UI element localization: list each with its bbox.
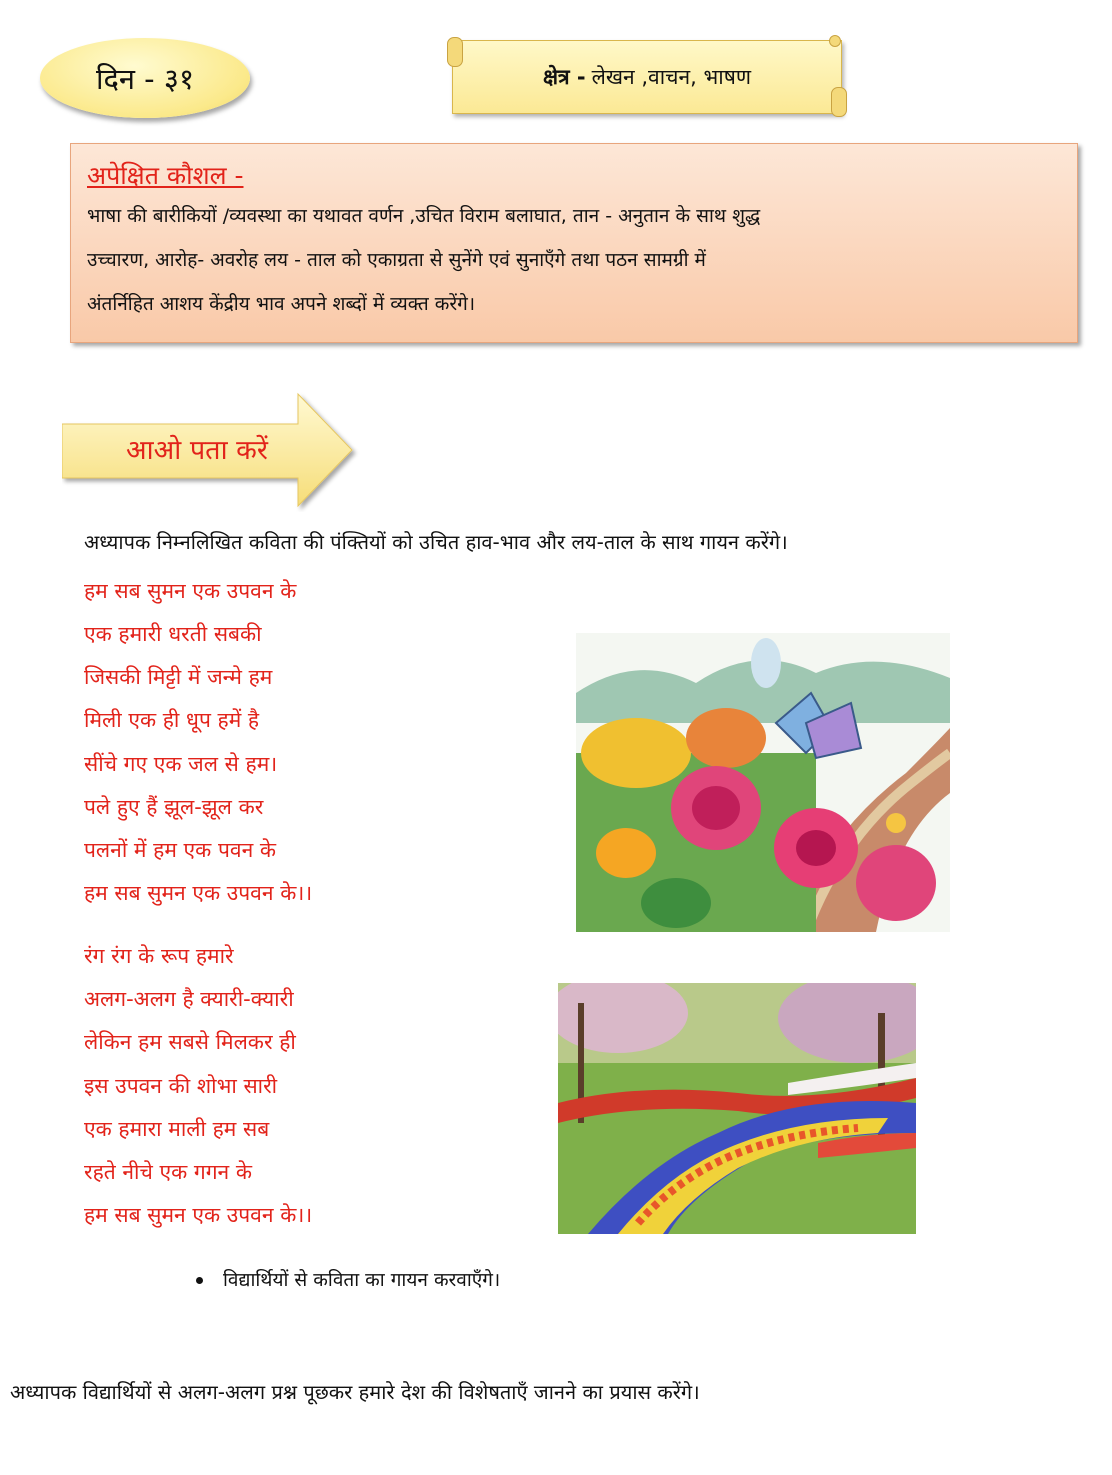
area-banner xyxy=(452,40,842,114)
poem-line: हम सब सुमन एक उपवन के xyxy=(84,579,297,603)
day-label: दिन - ३१ xyxy=(95,61,195,96)
poem-line: एक हमारा माली हम सब xyxy=(84,1117,270,1141)
skills-title: अपेक्षित कौशल - xyxy=(87,161,244,190)
poem-line: पलनों में हम एक पवन के xyxy=(84,838,277,862)
tulip-garden-photo xyxy=(558,983,916,1234)
poem-line: इस उपवन की शोभा सारी xyxy=(84,1074,278,1098)
expected-skills-box xyxy=(70,143,1078,343)
poem-line: सींचे गए एक जल से हम। xyxy=(84,752,278,776)
bullet-text: विद्यार्थियों से कविता का गायन करवाएँगे। xyxy=(223,1269,501,1291)
bullet-item xyxy=(196,1266,500,1292)
skills-text xyxy=(87,194,1063,326)
area-label: क्षेत्र - xyxy=(542,65,586,89)
poem-line: मिली एक ही धूप हमें है xyxy=(84,708,260,732)
poem-line: जिसकी मिट्टी में जन्मे हम xyxy=(84,665,273,689)
skills-line: भाषा की बारीकियों /व्यवस्था का यथावत वर्णन ,उचित विराम बलाघात, तान - अनुतान के साथ शुद्ध xyxy=(87,205,761,227)
day-badge xyxy=(40,38,250,118)
flower-garden-illustration xyxy=(576,633,950,932)
activity-arrow xyxy=(62,392,358,508)
skills-line: उच्चारण, आरोह- अवरोह लय - ताल को एकाग्रता से सुनेंगे एवं सुनाएँगे तथा पठन सामग्री में xyxy=(87,249,706,271)
area-value: लेखन ,वाचन, भाषण xyxy=(591,65,752,89)
scroll-curl-decoration xyxy=(831,87,847,117)
poem-line: एक हमारी धरती सबकी xyxy=(84,622,262,646)
skills-line: अंतर्निहित आशय केंद्रीय भाव अपने शब्दों में व्यक्त करेंगे। xyxy=(87,293,476,315)
poem-line: रहते नीचे एक गगन के xyxy=(84,1160,253,1184)
scroll-curl-decoration xyxy=(447,37,463,67)
teacher-instruction: अध्यापक निम्नलिखित कविता की पंक्तियों को उचित हाव-भाव और लय-ताल के साथ गायन करेंगे। xyxy=(84,530,788,554)
poem-line: रंग रंग के रूप हमारे xyxy=(84,944,234,968)
scroll-curl-decoration xyxy=(829,35,841,47)
poem-line: अलग-अलग है क्यारी-क्यारी xyxy=(84,987,294,1011)
poem-line: लेकिन हम सबसे मिलकर ही xyxy=(84,1030,296,1054)
poem-line: हम सब सुमन एक उपवन के।। xyxy=(84,1203,313,1227)
bullet-icon xyxy=(196,1277,203,1284)
poem-line: पले हुए हैं झूल-झूल कर xyxy=(84,795,264,819)
footer-instruction: अध्यापक विद्यार्थियों से अलग-अलग प्रश्न पूछकर हमारे देश की विशेषताएँ जानने का प्रयास करेंगे। xyxy=(10,1380,700,1404)
activity-heading: आओ पता करें xyxy=(126,435,268,466)
poem-line: हम सब सुमन एक उपवन के।। xyxy=(84,881,313,905)
